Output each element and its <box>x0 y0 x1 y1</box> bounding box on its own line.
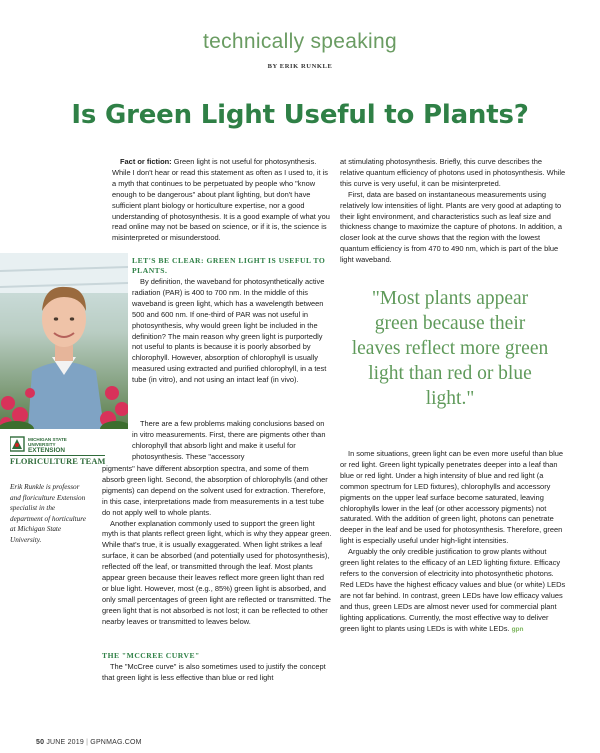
author-photo <box>0 253 128 429</box>
section-title: technically speaking <box>203 30 397 53</box>
right-column-bottom <box>340 449 566 635</box>
section1-paragraph-2-top <box>132 419 330 463</box>
pull-quote: "Most plants appear green because their leaves reflect more green light than red or blue light." <box>351 288 549 409</box>
logo-line-2: UNIVERSITY <box>28 442 56 447</box>
intro-lead: Fact or fiction: <box>120 157 172 166</box>
article-headline: Is Green Light Useful to Plants? <box>71 100 529 130</box>
intro-paragraph <box>112 157 332 244</box>
logo-line-1: MICHIGAN STATE <box>28 437 67 442</box>
right-p4-text: Arguably the only credible justification to grow plants without green light relates to the efficacy of an LED lighting fixture. Efficacy refers to the conversion of electricity into photosynthetic photons. Red LEDs have the highest efficacy values and blue (or white) LEDs are not far behind. In contrast, green LEDs have low efficacy values and thus, green LEDs are almost never used for commercial plant lighting applications. Currently, the most effective way to deliver green light to plants using LEDs is with white LEDs. <box>340 547 566 633</box>
right-p2-text: First, data are based on instantaneous measurements using relatively low intensities of light. Plants are very good at adapting to their light environment, and characteristics such as leaf size and thickness change to maximize the capture of photons. In addition, a closer look at the curve shows that the region with the lowest quantum efficiency is from 470 to 490 nm, which is part of the blue light waveband. <box>340 189 563 265</box>
issue-date: JUNE 2019 <box>46 739 84 746</box>
intro-text: Green light is not useful for photosynthesis. While I don't hear or read this statement as often as I used to, it is a myth that continues to be perpetuated by people who "know enough to be dangerous" about plant lighting, but don't have sufficient plant biology or horticulture expertise, nor a good understanding of photosynthesis. It is a good example of what you read online may not be based on science, or if it is, the science is misinterpreted or misunderstood. <box>112 157 330 243</box>
page-number: 50 <box>36 739 45 746</box>
section2-p1-text: The "McCree curve" is also sometimes used to justify the concept that green light is less effective than blue or red light <box>102 662 326 682</box>
site-url: GPNMAG.COM <box>90 739 142 746</box>
byline: BY ERIK RUNKLE <box>267 63 333 70</box>
section1-p2-top-text: There are a few problems making conclusions based on in vitro measurements. First, there are pigments other than chlorophyll that absorb light and make it useful for photosynthesis. These "accessory <box>132 419 326 461</box>
section1-paragraph-1 <box>132 277 330 386</box>
section2-paragraph-1 <box>102 662 332 684</box>
section1-paragraph-2-rest <box>102 464 332 628</box>
right-p1-text: at stimulating photosynthesis. Briefly, this curve describes the relative quantum efficiency of photons used in photosynthesis. While this curve is very useful, it can be misinterpreted. <box>340 157 566 188</box>
section2-heading: THE "MCCREE CURVE" <box>102 651 200 660</box>
right-column-top <box>340 157 566 266</box>
gpn-end-mark: gpn <box>511 625 524 633</box>
page-footer: 50 JUNE 2019 | GPNMAG.COM <box>36 739 142 746</box>
section1-p1-text: By definition, the waveband for photosynthetically active radiation (PAR) is 400 to 700 nm. In the middle of this waveband is green light, which has a wavelength between 500 and 600 nm. If one-third of PAR was not useful in photosynthesis, why would green light be included in the definition? The main reason why green light is purportedly not useful to plants is because it is poorly absorbed by chlorophyll. However, absorption of chlorophyll is usually measured using extracted and purified chlorophyll, in a test tube (in vitro), and not using an intact leaf (in vivo). <box>132 277 327 385</box>
section1-p3-text: Another explanation commonly used to support the green light myth is that plants reflect green light, which is why they appear green. While that's true, it is usually exaggerated. When light strikes a leaf surface, it can be absorbed (and potentially used for photosynthesis), reflected off the leaf, or transmitted through the leaf. Most plants appear green because their leaves reflect more green light than red or blue light. However, most (e.g., 85%) green light is absorbed, and only small percentages of green light are reflected or transmitted. The green light that is not absorbed is not lost; it can be reflected to other nearby leaves or transmitted to leaves below. <box>102 518 332 626</box>
logo-line-4: FLORICULTURE TEAM <box>10 457 106 466</box>
section1-heading: LET'S BE CLEAR: GREEN LIGHT IS USEFUL TO PLANTS. <box>132 256 326 275</box>
right-p3-text: In some situations, green light can be even more useful than blue or red light. Green light typically penetrates deeper into a leaf than blue or red light. Under a high intensity of blue and red light (a common spectrum for LED fixtures), chlorophylls and accessory pigments on the upper leaf surface become saturated, leaving chlorophylls lower in the leaf (or other accessory pigments) not saturated. With the addition of green light, photons can penetrate deeper in the leaf and be used for photosynthesis. Therefore, green light is especially useful under high-light intensities. <box>340 449 563 546</box>
section1-p2-rest-text: pigments" have different absorption spectra, and some of them absorb green light. Second, the absorption of chlorophylls (and other pigments) can depend on the solvent used for extraction. Therefore, in this case, interpretations made from measurements in a test tube do not apply well to whole plants. <box>102 464 328 517</box>
logo-line-3: EXTENSION <box>28 447 65 454</box>
author-caption: Erik Runkle is professor and floriculture Extension specialist in the department of horticulture at Michigan State University. <box>10 483 86 544</box>
